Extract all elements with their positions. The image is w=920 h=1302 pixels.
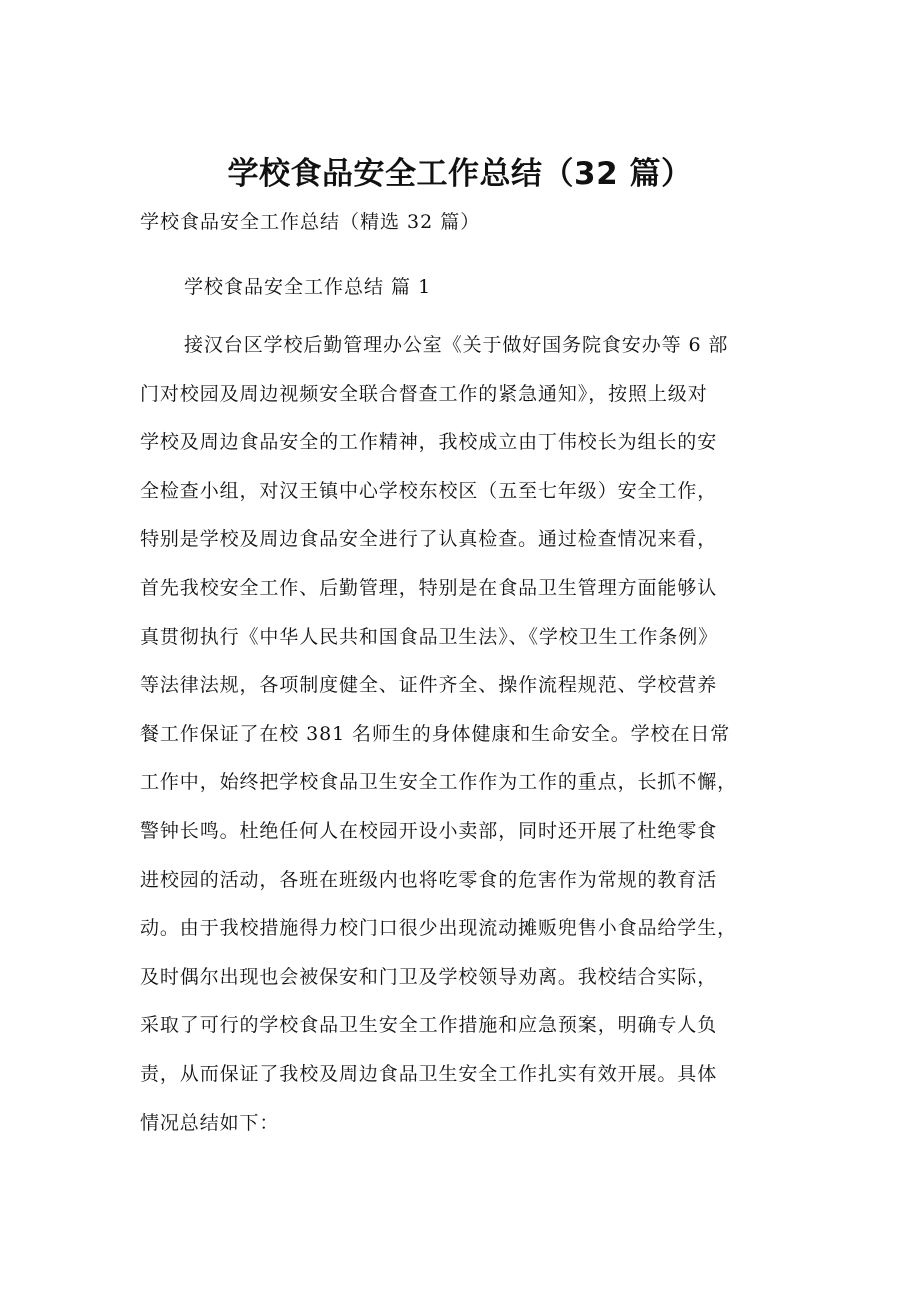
paragraph-line: 全检查小组，对汉王镇中心学校东校区（五至七年级）安全工作， <box>140 479 718 502</box>
paragraph-line: 等法律法规，各项制度健全、证件齐全、操作流程规范、学校营养 <box>140 674 718 697</box>
paragraph-line: 工作中，始终把学校食品卫生安全工作作为工作的重点，长抓不懈， <box>140 771 738 794</box>
paragraph-line: 接汉台区学校后勤管理办公室《关于做好国务院食安办等 6 部 <box>184 334 729 356</box>
section-heading: 学校食品安全工作总结 篇 1 <box>184 276 432 298</box>
paragraph-line: 门对校园及周边视频安全联合督查工作的紧急通知》，按照上级对 <box>140 382 708 405</box>
paragraph-line: 学校及周边食品安全的工作精神，我校成立由丁伟校长为组长的安 <box>140 431 718 454</box>
paragraph-line: 采取了可行的学校食品卫生安全工作措施和应急预案，明确专人负 <box>140 1014 718 1037</box>
paragraph-line: 餐工作保证了在校 381 名师生的身体健康和生命安全。学校在日常 <box>140 722 731 745</box>
paragraph-line: 真贯彻执行《中华人民共和国食品卫生法》、《学校卫生工作条例》 <box>140 625 719 648</box>
paragraph-line: 动。由于我校措施得力校门口很少出现流动摊贩兜售小食品给学生， <box>140 917 738 940</box>
paragraph-line: 责，从而保证了我校及周边食品卫生安全工作扎实有效开展。具体 <box>140 1062 718 1085</box>
body-paragraph <box>140 327 820 1153</box>
document-subtitle: 学校食品安全工作总结（精选 32 篇） <box>140 211 481 233</box>
paragraph-line: 情况总结如下： <box>140 1111 280 1134</box>
paragraph-line: 及时偶尔出现也会被保安和门卫及学校领导劝离。我校结合实际， <box>140 965 718 988</box>
paragraph-line: 特别是学校及周边食品安全进行了认真检查。通过检查情况来看， <box>140 528 718 551</box>
paragraph-line: 警钟长鸣。杜绝任何人在校园开设小卖部，同时还开展了杜绝零食 <box>140 819 718 842</box>
paragraph-line: 进校园的活动，各班在班级内也将吃零食的危害作为常规的教育活 <box>140 868 718 891</box>
document-title: 学校食品安全工作总结（32 篇） <box>227 156 693 192</box>
paragraph-line: 首先我校安全工作、后勤管理，特别是在食品卫生管理方面能够认 <box>140 576 718 599</box>
